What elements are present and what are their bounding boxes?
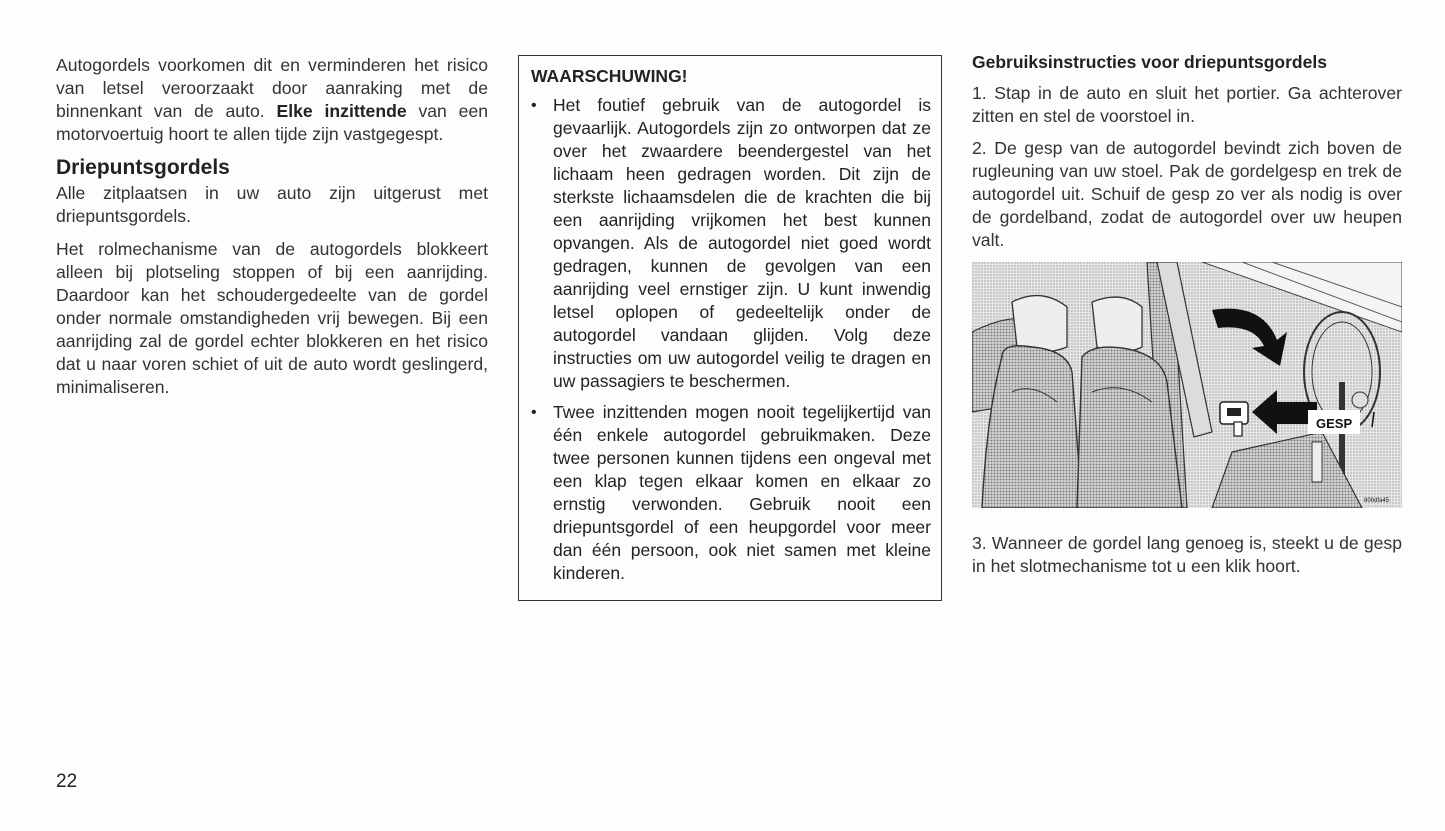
left-column bbox=[56, 54, 488, 409]
warning-column bbox=[518, 55, 942, 601]
figure-code: 800dfa45 bbox=[1364, 498, 1390, 504]
warning-item: • Het foutief gebruik van de autogordel is gevaarlijk. Autogordels zijn zo ontworpen dat ze over het zwaardere beendergestel van het lichaam heen gedragen worden. Dit zijn de sterkste lichaamsdelen die de krachten die bij een aanrijding vrijkomen het best kunnen opvangen. Als de autogordel niet goed wordt gedragen, kunnen de gevolgen van een aanrijding veel ernstiger zijn. U kunt inwendig letsel oplopen of gedeeltelijk onder de autogordel vandaan glijden. Volg deze instructies om uw autogordel veilig te dragen en uw passagiers te beschermen. bbox=[531, 95, 931, 391]
instructions-heading: Gebruiksinstructies voor driepuntsgordels bbox=[972, 52, 1327, 72]
section-heading: Driepuntsgordels bbox=[56, 156, 230, 179]
seatbelt-illustration bbox=[972, 262, 1402, 508]
warning-box bbox=[518, 55, 942, 601]
step-3: 3. Wanneer de gordel lang genoeg is, steekt u de gesp in het slotmechanisme tot u een klik hoort. bbox=[972, 533, 1402, 576]
step-1: 1. Stap in de auto en sluit het portier. Ga achterover zitten en stel de voorstoel in. bbox=[972, 83, 1402, 126]
figure-label: GESP bbox=[1316, 416, 1353, 431]
bullet-icon: • bbox=[531, 404, 537, 421]
warning-list bbox=[531, 94, 931, 585]
page-number: 22 bbox=[56, 771, 78, 792]
step-2: 2. De gesp van de autogordel bevindt zich boven de rugleuning van uw stoel. Pak de gordelgesp en trek de autogordel uit. Schuif de gesp zo ver als nodig is over de gordelband, zodat de autogordel over uw heupen valt. bbox=[972, 138, 1402, 250]
bullet-icon: • bbox=[531, 97, 537, 114]
paragraph-retractor: Het rolmechanisme van de autogordels blokkeert alleen bij plotseling stoppen of bij een aanrijding. Daardoor kan het schoudergedeelte van de gordel onder normale omstandigheden vrij bewegen. Bij een aanrijding zal de gordel echter blokkeren en het risico dat u naar voren schiet of uit de auto wordt geslingerd, minimaliseren. bbox=[56, 239, 488, 397]
warning-title: WAARSCHUWING! bbox=[531, 66, 688, 86]
right-column bbox=[972, 50, 1402, 587]
paragraph-seats: Alle zitplaatsen in uw auto zijn uitgerust met driepuntsgordels. bbox=[56, 183, 488, 226]
seatbelt-illustration-drawing bbox=[972, 262, 1402, 508]
warning-item: • Twee inzittenden mogen nooit tegelijkertijd van één enkele autogordel gebruikmaken. Deze twee personen kunnen tijdens een ongeval met een klap tegen elkaar komen en elkaar zo ernstig verwonden. Gebruik nooit een driepuntsgordel of een heupgordel voor meer dan één persoon, ook niet samen met kleine kinderen. bbox=[531, 402, 931, 583]
intro-paragraph: Autogordels voorkomen dit en verminderen het risico van letsel veroorzaakt door aanraking met de binnenkant van de auto. Elke inzittende van een motorvoertuig hoort te allen tijde zijn vastgegespt. bbox=[56, 55, 489, 144]
